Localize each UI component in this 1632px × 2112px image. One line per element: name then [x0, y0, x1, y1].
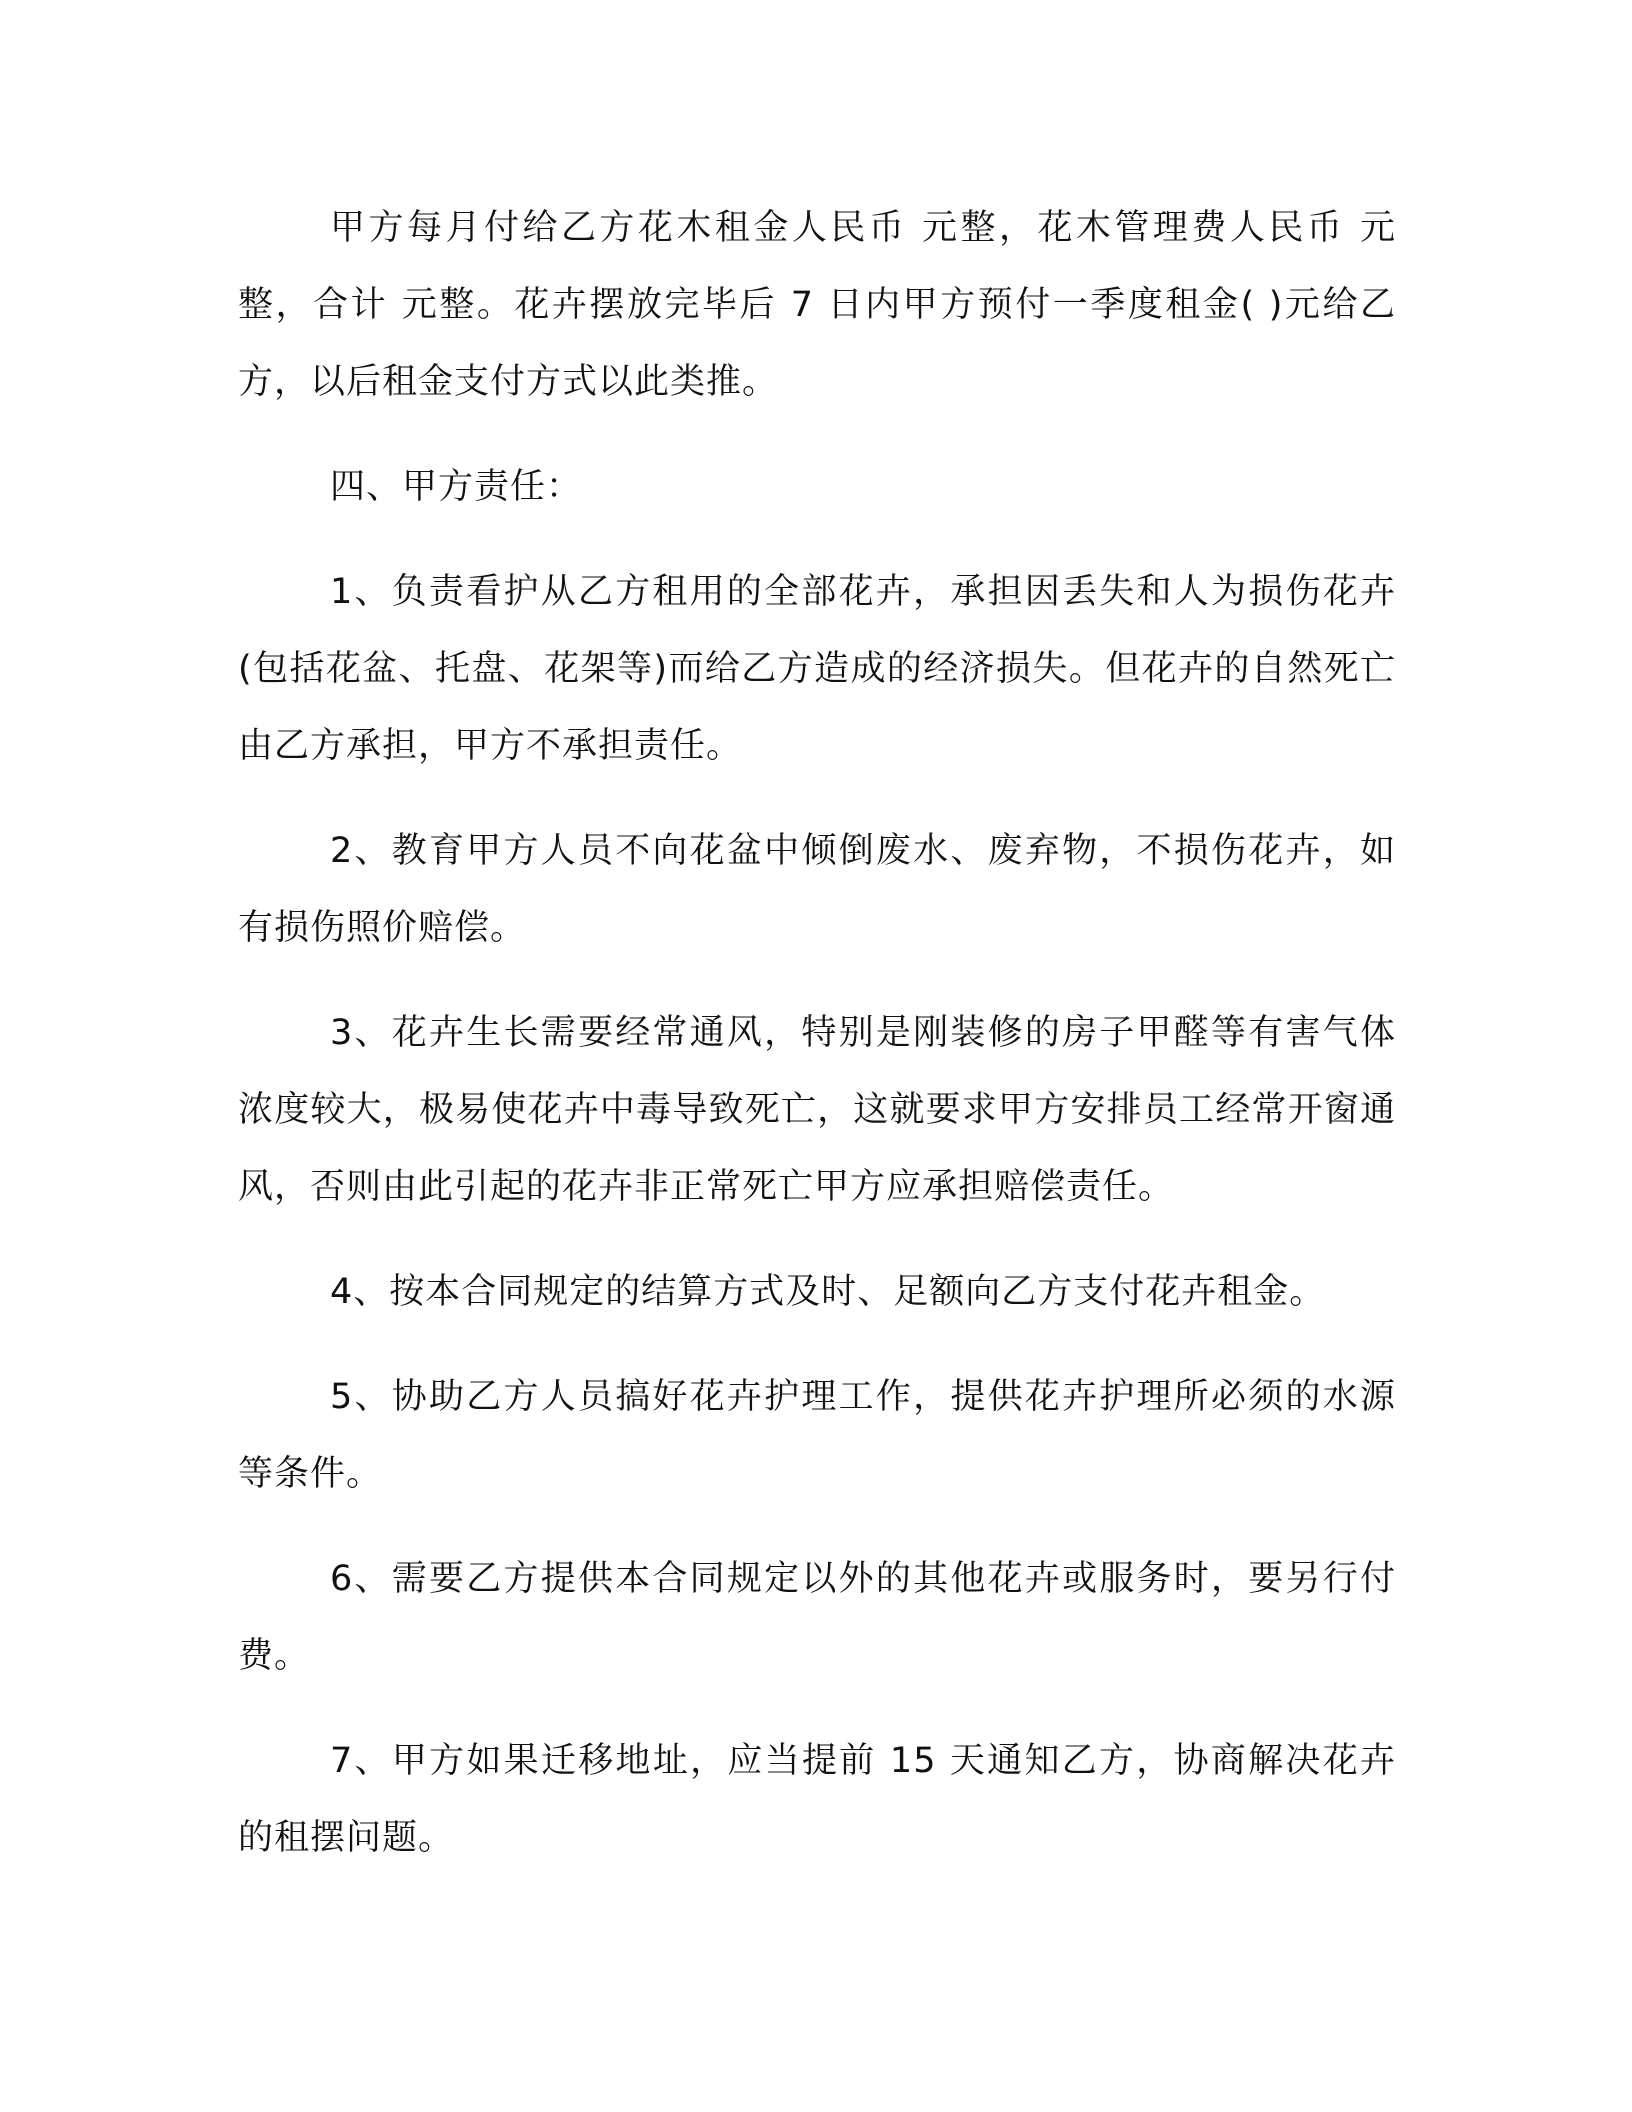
clause-3: 3、花卉生长需要经常通风，特别是刚装修的房子甲醛等有害气体浓度较大，极易使花卉中毒导致死亡，这就要求甲方安排员工经常开窗通风，否则由此引起的花卉非正常死亡甲方应承担赔偿责任。 — [238, 1013, 1396, 1207]
section-heading-party-a-duties: 四、甲方责任： — [330, 467, 583, 507]
clause-6: 6、需要乙方提供本合同规定以外的其他花卉或服务时，要另行付费。 — [238, 1559, 1396, 1676]
paragraph-rent-payment: 甲方每月付给乙方花木租金人民币 元整，花木管理费人民币 元整，合计 元整。花卉摆放完毕后 7 日内甲方预付一季度租金( )元给乙方，以后租金支付方式以此类推。 — [238, 208, 1396, 402]
clause-4: 4、按本合同规定的结算方式及时、足额向乙方支付花卉租金。 — [330, 1272, 1326, 1312]
clause-1: 1、负责看护从乙方租用的全部花卉，承担因丢失和人为损伤花卉(包括花盆、托盘、花架等)而给乙方造成的经济损失。但花卉的自然死亡由乙方承担，甲方不承担责任。 — [238, 572, 1396, 766]
clause-5: 5、协助乙方人员搞好花卉护理工作，提供花卉护理所必须的水源等条件。 — [238, 1377, 1396, 1494]
document-page — [238, 190, 1396, 1877]
clause-2: 2、教育甲方人员不向花盆中倾倒废水、废弃物，不损伤花卉，如有损伤照价赔偿。 — [238, 831, 1396, 948]
clause-7: 7、甲方如果迁移地址，应当提前 15 天通知乙方，协商解决花卉的租摆问题。 — [238, 1741, 1396, 1858]
